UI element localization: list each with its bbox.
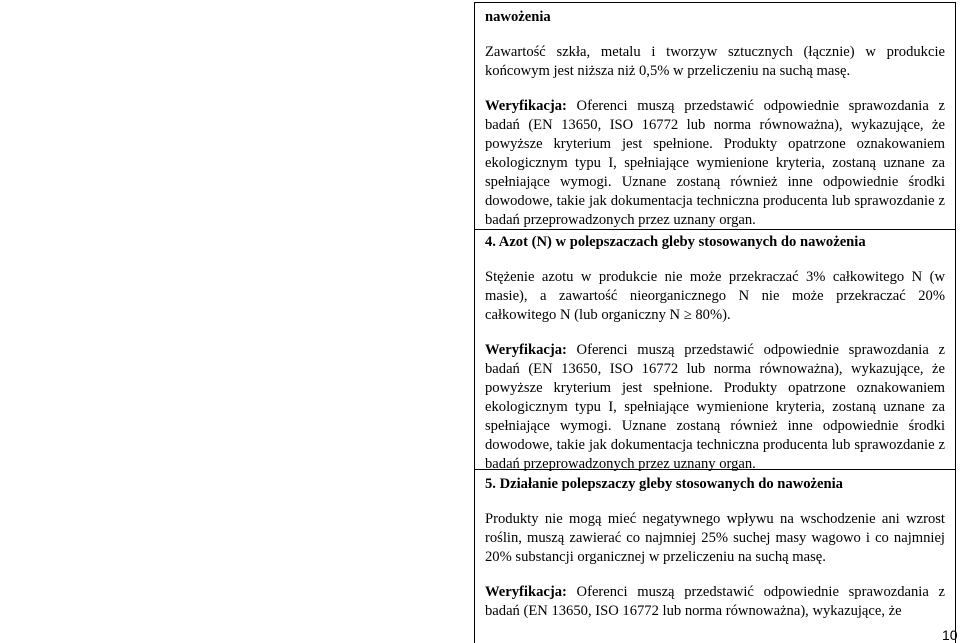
section-paragraph: Produkty nie mogą mieć negatywnego wpływu na wschodzenie ani wzrost roślin, muszą zawierać co najmniej 25% suchej masy wagowo i co najmniej 20% substancji organicznej w przeliczeniu na suchą masę. — [485, 511, 945, 565]
verification-text: Oferenci muszą przedstawić odpowiednie sprawozdania z badań (EN 13650, ISO 16772 lub norma równoważna), wykazujące, że — [485, 584, 945, 619]
verification-paragraph — [485, 97, 945, 230]
section-title: 5. Działanie polepszaczy gleby stosowanych do nawożenia — [485, 476, 843, 492]
table-top-border — [474, 2, 956, 3]
section-paragraph: Zawartość szkła, metalu i tworzyw sztucznych (łącznie) w produkcie końcowym jest niższa niż 0,5% w przeliczeniu na suchą masę. — [485, 44, 945, 79]
verification-label: Weryfikacja: — [485, 584, 567, 600]
section-title: 4. Azot (N) w polepszaczach gleby stosowanych do nawożenia — [485, 234, 866, 250]
section-cell — [485, 8, 945, 230]
section-title: nawożenia — [485, 9, 551, 25]
verification-paragraph — [485, 583, 945, 621]
verification-text: Oferenci muszą przedstawić odpowiednie sprawozdania z badań (EN 13650, ISO 16772 lub norma równoważna), wykazujące, że powyższe kryterium jest spełnione. Produkty opatrzone oznakowaniem ekologicznym typu I, spełniające wymienione kryteria, zostaną uznane za spełniające wymogi. Uznane zostaną również inne odpowiednie środki dowodowe, takie jak dokumentacja techniczna producenta lub sprawozdanie z badań przeprowadzonych przez uznany organ. — [485, 98, 945, 228]
table-right-border — [955, 2, 956, 643]
verification-label: Weryfikacja: — [485, 98, 567, 114]
verification-text: Oferenci muszą przedstawić odpowiednie sprawozdania z badań (EN 13650, ISO 16772 lub norma równoważna), wykazujące, że powyższe kryterium jest spełnione. Produkty opatrzone oznakowaniem ekologicznym typu I, spełniające wymienione kryteria, zostaną uznane za spełniające wymogi. Uznane zostaną również inne odpowiednie środki dowodowe, takie jak dokumentacja techniczna producenta lub sprawozdanie z badań przeprowadzonych przez uznany organ. — [485, 342, 945, 472]
verification-paragraph — [485, 341, 945, 474]
verification-label: Weryfikacja: — [485, 342, 567, 358]
table-left-border — [474, 2, 475, 643]
section-cell — [485, 233, 945, 474]
page-number: 10 — [942, 627, 958, 643]
section-paragraph: Stężenie azotu w produkcie nie może przekraczać 3% całkowitego N (w masie), a zawartość nieorganicznego N nie może przekraczać 20% całkowitego N (lub organiczny N ≥ 80%). — [485, 269, 945, 323]
section-cell — [485, 475, 945, 621]
